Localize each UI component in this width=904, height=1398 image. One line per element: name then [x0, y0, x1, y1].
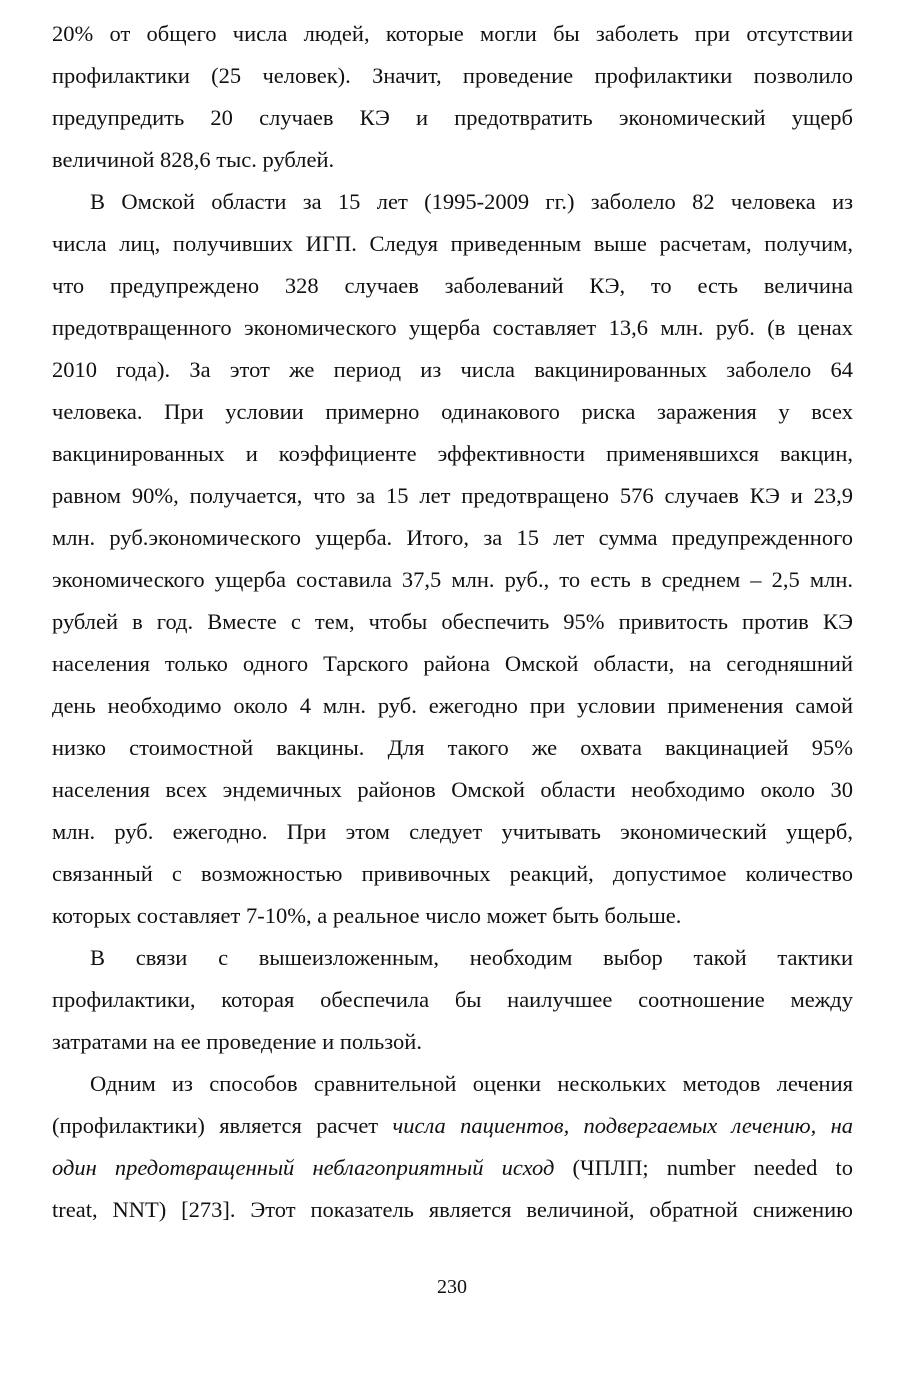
text-run: день необходимо около 4 млн. руб. ежегодно при условии применения самой: [52, 693, 853, 718]
text-run: человека. При условии примерно одинакового риска заражения у всех: [52, 399, 853, 424]
paragraph: [52, 13, 853, 181]
text-line: [52, 223, 853, 265]
text-run: 20% от общего числа людей, которые могли бы заболеть при отсутствии: [52, 21, 853, 46]
text-run: низко стоимостной вакцины. Для такого же охвата вакцинацией 95%: [52, 735, 853, 760]
text-run: профилактики, которая обеспечила бы наилучшее соотношение между: [52, 987, 853, 1012]
text-line: [52, 853, 853, 895]
text-run: предупредить 20 случаев КЭ и предотвратить экономический ущерб: [52, 105, 853, 130]
paragraph: [52, 937, 853, 1063]
text-run: В Омской области за 15 лет (1995-2009 гг.) заболело 82 человека из: [90, 189, 853, 214]
text-run: млн. руб. ежегодно. При этом следует учитывать экономический ущерб,: [52, 819, 853, 844]
text-run: Одним из способов сравнительной оценки нескольких методов лечения: [90, 1071, 853, 1096]
text-line: [52, 265, 853, 307]
text-line: [52, 979, 853, 1021]
text-line: [52, 181, 853, 223]
italic-text: числа пациентов, подвергаемых лечению, на: [392, 1113, 853, 1138]
text-line: [52, 937, 853, 979]
text-line: [52, 97, 853, 139]
text-line: [52, 391, 853, 433]
text-line: [52, 811, 853, 853]
text-run: предотвращенного экономического ущерба составляет 13,6 млн. руб. (в ценах: [52, 315, 853, 340]
text-run: вакцинированных и коэффициенте эффективности применявшихся вакцин,: [52, 441, 853, 466]
text-run: рублей в год. Вместе с тем, чтобы обеспечить 95% привитость против КЭ: [52, 609, 853, 634]
text-line: [52, 643, 853, 685]
text-line: [52, 139, 853, 181]
document-page: [52, 13, 853, 1231]
text-line: [52, 601, 853, 643]
text-run: что предупреждено 328 случаев заболеваний КЭ, то есть величина: [52, 273, 853, 298]
text-line: [52, 559, 853, 601]
text-line: [52, 895, 853, 937]
text-run: treat, NNT) [273]. Этот показатель является величиной, обратной снижению: [52, 1197, 853, 1222]
paragraph: [52, 181, 853, 937]
italic-text: один предотвращенный неблагоприятный исход: [52, 1155, 555, 1180]
text-line: [52, 55, 853, 97]
text-run: числа лиц, получивших ИГП. Следуя приведенным выше расчетам, получим,: [52, 231, 853, 256]
text-run: 2010 года). За этот же период из числа вакцинированных заболело 64: [52, 357, 853, 382]
text-line: [52, 1189, 853, 1231]
paragraph: [52, 1063, 853, 1231]
text-line: [52, 13, 853, 55]
text-line: [52, 769, 853, 811]
text-run: населения всех эндемичных районов Омской области необходимо около 30: [52, 777, 853, 802]
text-run: затратами на ее проведение и пользой.: [52, 1029, 422, 1054]
text-line: [52, 349, 853, 391]
text-run: млн. руб.экономического ущерба. Итого, за 15 лет сумма предупрежденного: [52, 525, 853, 550]
text-line: [52, 727, 853, 769]
page-number: 230: [437, 1276, 467, 1298]
text-run: равном 90%, получается, что за 15 лет предотвращено 576 случаев КЭ и 23,9: [52, 483, 853, 508]
text-run: населения только одного Тарского района Омской области, на сегодняшний: [52, 651, 853, 676]
text-run: экономического ущерба составила 37,5 млн. руб., то есть в среднем – 2,5 млн.: [52, 567, 853, 592]
text-line: [52, 433, 853, 475]
text-run: (ЧПЛП; number needed to: [554, 1155, 853, 1180]
text-line: [52, 517, 853, 559]
text-line: [52, 1147, 853, 1189]
text-line: [52, 1105, 853, 1147]
text-line: [52, 1021, 853, 1063]
text-run: связанный с возможностью прививочных реакций, допустимое количество: [52, 861, 853, 886]
text-run: величиной 828,6 тыс. рублей.: [52, 147, 335, 172]
text-line: [52, 307, 853, 349]
text-line: [52, 1063, 853, 1105]
text-line: [52, 475, 853, 517]
text-run: В связи с вышеизложенным, необходим выбор такой тактики: [90, 945, 853, 970]
text-line: [52, 685, 853, 727]
text-run: профилактики (25 человек). Значит, проведение профилактики позволило: [52, 63, 853, 88]
text-run: которых составляет 7-10%, а реальное число может быть больше.: [52, 903, 682, 928]
text-run: (профилактики) является расчет: [52, 1113, 393, 1138]
